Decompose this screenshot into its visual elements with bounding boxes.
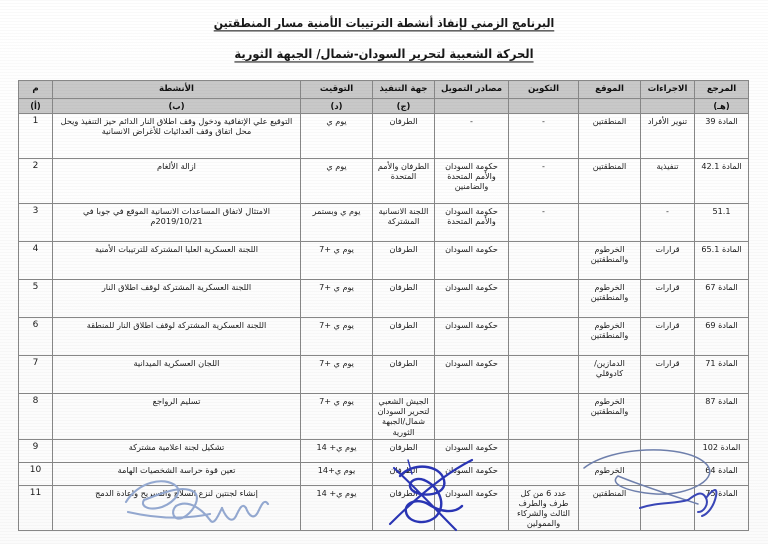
cell-body: الطرفان والأمم المتحدة <box>373 159 435 204</box>
col-letter-reference: (هـ) <box>695 98 749 114</box>
cell-timing: يوم ي+14 <box>301 462 373 485</box>
cell-formation: - <box>509 159 579 204</box>
table-header-row <box>19 81 749 99</box>
cell-reference: المادة 39 <box>695 114 749 159</box>
table-row <box>19 280 749 318</box>
cell-funding: حكومة السودان <box>435 462 509 485</box>
cell-activity: التوقيع علي الإتفاقية ودخول وقف اطلاق النار الدائم حيز التنفيذ ويحل محل اتفاق وقف العدائيات للأغراض الانسانية <box>53 114 301 159</box>
col-header-location: الموقع <box>579 81 641 99</box>
col-header-body: جهة التنفيذ <box>373 81 435 99</box>
cell-reference: المادة 42.1 <box>695 159 749 204</box>
table-row <box>19 356 749 394</box>
cell-body: الجيش الشعبي لتحرير السودان شمال/الجبهة الثورية <box>373 394 435 439</box>
cell-body: الطرفان <box>373 318 435 356</box>
cell-timing: يوم ي +7 <box>301 242 373 280</box>
cell-body: الطرفان <box>373 242 435 280</box>
cell-body: اللجنة الانسانية المشتركة <box>373 204 435 242</box>
cell-location: المنطقتين <box>579 159 641 204</box>
cell-funding: حكومة السودان <box>435 242 509 280</box>
cell-formation: - <box>509 204 579 242</box>
cell-reference: 51.1 <box>695 204 749 242</box>
cell-number: 8 <box>19 394 53 439</box>
page-title: البرنامج الزمني لإنفاذ أنشطة الترتيبات الأمنية مسار المنطقتين <box>213 16 555 31</box>
table-row <box>19 242 749 280</box>
col-letter-procedures <box>641 98 695 114</box>
cell-location: الدمازين/ كادوقلي <box>579 356 641 394</box>
cell-funding: - <box>435 114 509 159</box>
col-header-number: م <box>19 81 53 99</box>
cell-body: الطرفان <box>373 485 435 530</box>
cell-timing: يوم ي وبستمر <box>301 204 373 242</box>
cell-timing: يوم ي+ 14 <box>301 485 373 530</box>
cell-funding <box>435 394 509 439</box>
cell-body: الطرفان <box>373 114 435 159</box>
cell-formation <box>509 462 579 485</box>
cell-procedures <box>641 439 695 462</box>
cell-procedures: قرارات <box>641 280 695 318</box>
cell-body: الطرفان <box>373 356 435 394</box>
table-row <box>19 204 749 242</box>
schedule-table-wrapper <box>19 80 749 531</box>
cell-reference: المادة 67 <box>695 280 749 318</box>
cell-reference: المادة 65.1 <box>695 242 749 280</box>
cell-activity: تعين قوة حراسة الشخصيات الهامة <box>53 462 301 485</box>
cell-number: 4 <box>19 242 53 280</box>
cell-activity: تسليم الرواجع <box>53 394 301 439</box>
cell-procedures: قرارات <box>641 318 695 356</box>
cell-timing: يوم ي <box>301 159 373 204</box>
col-letter-location <box>579 98 641 114</box>
col-letter-body: (ج) <box>373 98 435 114</box>
cell-funding: حكومة السودان <box>435 280 509 318</box>
col-header-reference: المرجع <box>695 81 749 99</box>
cell-number: 9 <box>19 439 53 462</box>
cell-activity: اللجنة العسكرية العليا المشتركة للترتيبات الأمنية <box>53 242 301 280</box>
cell-reference: المادة 69 <box>695 318 749 356</box>
cell-body: الطرفان <box>373 462 435 485</box>
col-header-procedures: الاجراءات <box>641 81 695 99</box>
cell-location: الخرطوم <box>579 462 641 485</box>
cell-procedures <box>641 485 695 530</box>
table-row <box>19 485 749 530</box>
cell-procedures: قرارات <box>641 356 695 394</box>
cell-formation <box>509 318 579 356</box>
cell-location: الخرطوم والمنطقتين <box>579 242 641 280</box>
table-head <box>19 81 749 114</box>
table-body <box>19 114 749 531</box>
col-letter-timing: (د) <box>301 98 373 114</box>
cell-funding: حكومة السودان <box>435 439 509 462</box>
cell-timing: يوم ي +7 <box>301 318 373 356</box>
col-header-funding: مصادر التمويل <box>435 81 509 99</box>
table-row <box>19 439 749 462</box>
cell-funding: حكومة السودان والأمم المتحدة والضامنين <box>435 159 509 204</box>
col-letter-activity: (ب) <box>53 98 301 114</box>
table-header-letter-row <box>19 98 749 114</box>
cell-location: المنطقتين <box>579 485 641 530</box>
cell-number: 11 <box>19 485 53 530</box>
cell-body: الطرفان <box>373 439 435 462</box>
page-subtitle: الحركة الشعبية لتحرير السودان-شمال/ الجبهة الثورية <box>234 46 534 61</box>
page-title-line <box>0 12 768 33</box>
cell-procedures <box>641 394 695 439</box>
cell-number: 3 <box>19 204 53 242</box>
cell-formation: - <box>509 114 579 159</box>
col-header-timing: التوقيت <box>301 81 373 99</box>
cell-number: 10 <box>19 462 53 485</box>
cell-formation: عدد 6 من كل طرف والطرف الثالث والشركاء والممولين <box>509 485 579 530</box>
col-letter-number: (أ) <box>19 98 53 114</box>
cell-formation <box>509 242 579 280</box>
table-row <box>19 318 749 356</box>
col-letter-funding <box>435 98 509 114</box>
cell-location: الخرطوم والمنطقتين <box>579 394 641 439</box>
table-row <box>19 394 749 439</box>
cell-activity: الامتثال لاتفاق المساعدات الانسانية الموقع في جوبا في 2019/10/21م <box>53 204 301 242</box>
schedule-table <box>18 80 749 531</box>
cell-timing: يوم ي +7 <box>301 280 373 318</box>
cell-location <box>579 439 641 462</box>
table-row <box>19 462 749 485</box>
cell-reference: المادة 102 <box>695 439 749 462</box>
cell-timing: يوم ي <box>301 114 373 159</box>
table-row <box>19 114 749 159</box>
cell-reference: المادة 75 <box>695 485 749 530</box>
table-row <box>19 159 749 204</box>
cell-reference: المادة 64 <box>695 462 749 485</box>
cell-procedures: تنفيذية <box>641 159 695 204</box>
cell-location <box>579 204 641 242</box>
cell-formation <box>509 280 579 318</box>
cell-procedures <box>641 462 695 485</box>
page-subtitle-line <box>0 33 768 62</box>
cell-funding: حكومة السودان والأمم المتحدة <box>435 204 509 242</box>
cell-location: الخرطوم والمنطقتين <box>579 280 641 318</box>
cell-number: 2 <box>19 159 53 204</box>
cell-funding: حكومة السودان <box>435 485 509 530</box>
cell-number: 5 <box>19 280 53 318</box>
cell-reference: المادة 71 <box>695 356 749 394</box>
cell-location: الخرطوم والمنطقتين <box>579 318 641 356</box>
cell-activity: اللجان العسكرية الميدانية <box>53 356 301 394</box>
cell-formation <box>509 394 579 439</box>
col-letter-formation <box>509 98 579 114</box>
cell-number: 6 <box>19 318 53 356</box>
cell-location: المنطقتين <box>579 114 641 159</box>
cell-funding: حكومة السودان <box>435 318 509 356</box>
cell-body: الطرفان <box>373 280 435 318</box>
cell-activity: اللجنة العسكرية المشتركة لوقف اطلاق النار <box>53 280 301 318</box>
cell-timing: يوم ي+ 14 <box>301 439 373 462</box>
cell-timing: يوم ي +7 <box>301 394 373 439</box>
cell-procedures: - <box>641 204 695 242</box>
cell-activity: تشكيل لجنة اعلامية مشتركة <box>53 439 301 462</box>
document-header <box>0 12 768 62</box>
cell-procedures: قرارات <box>641 242 695 280</box>
cell-procedures: تنوير الأفراد <box>641 114 695 159</box>
cell-formation <box>509 356 579 394</box>
cell-number: 7 <box>19 356 53 394</box>
cell-number: 1 <box>19 114 53 159</box>
cell-timing: يوم ي +7 <box>301 356 373 394</box>
cell-activity: اللجنة العسكرية المشتركة لوقف اطلاق النار للمنطقة <box>53 318 301 356</box>
col-header-formation: التكوين <box>509 81 579 99</box>
col-header-activity: الأنشطة <box>53 81 301 99</box>
cell-activity: ازالة الألغام <box>53 159 301 204</box>
cell-activity: إنشاء لجنتين لنزع السلاح والتسريح واعادة الدمج <box>53 485 301 530</box>
cell-formation <box>509 439 579 462</box>
cell-funding: حكومة السودان <box>435 356 509 394</box>
cell-reference: المادة 87 <box>695 394 749 439</box>
